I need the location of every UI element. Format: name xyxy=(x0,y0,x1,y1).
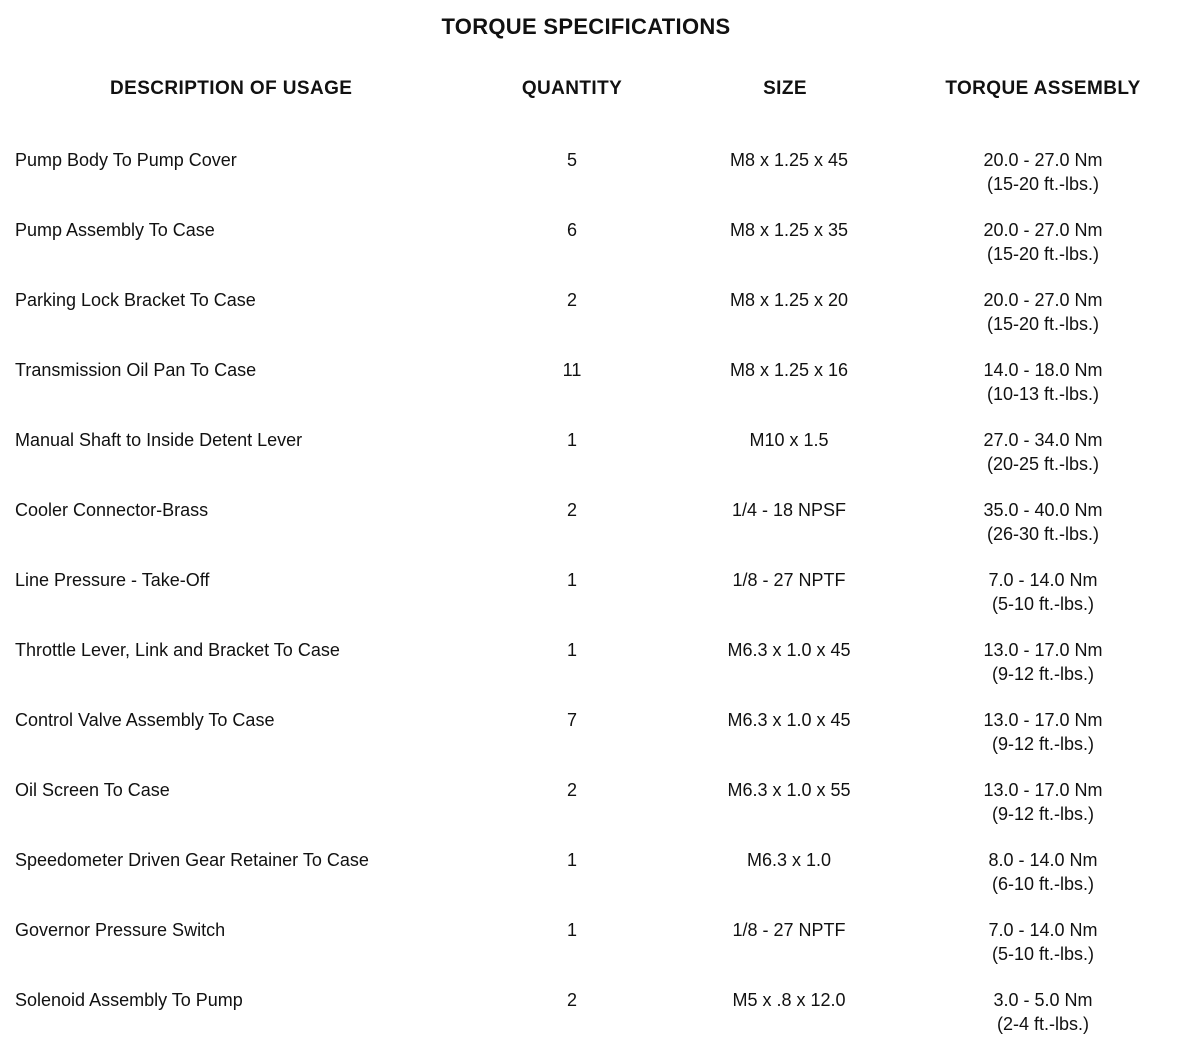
row-description: Pump Body To Pump Cover xyxy=(15,150,237,170)
torque-ft-lbs: (5-10 ft.-lbs.) xyxy=(991,594,1095,614)
torque-ft-lbs: (10-13 ft.-lbs.) xyxy=(986,384,1100,404)
table-row xyxy=(0,638,1184,708)
torque-ft-lbs: (9-12 ft.-lbs.) xyxy=(991,664,1095,684)
row-quantity: 2 xyxy=(566,500,577,520)
torque-ft-lbs: (26-30 ft.-lbs.) xyxy=(986,524,1100,544)
row-description: Solenoid Assembly To Pump xyxy=(15,990,243,1010)
table-row xyxy=(0,988,1184,1058)
row-quantity: 11 xyxy=(562,360,582,380)
header-description: DESCRIPTION OF USAGE xyxy=(110,78,353,99)
row-torque xyxy=(924,778,1162,826)
row-size: M10 x 1.5 xyxy=(749,430,829,450)
table-row xyxy=(0,568,1184,638)
row-description: Control Valve Assembly To Case xyxy=(15,710,275,730)
torque-ft-lbs: (15-20 ft.-lbs.) xyxy=(986,174,1100,194)
row-quantity: 1 xyxy=(566,570,577,590)
row-description: Pump Assembly To Case xyxy=(15,220,215,240)
torque-ft-lbs: (2-4 ft.-lbs.) xyxy=(996,1014,1089,1034)
row-description: Parking Lock Bracket To Case xyxy=(15,290,256,310)
row-quantity: 2 xyxy=(566,990,577,1010)
header-torque-assembly: TORQUE ASSEMBLY xyxy=(945,78,1141,99)
row-torque xyxy=(924,568,1162,616)
row-torque xyxy=(924,708,1162,756)
row-quantity: 1 xyxy=(566,640,577,660)
row-torque xyxy=(924,428,1162,476)
torque-nm: 20.0 - 27.0 Nm xyxy=(983,290,1103,310)
row-size: M6.3 x 1.0 x 45 xyxy=(727,710,851,730)
row-size: M6.3 x 1.0 x 45 xyxy=(727,640,851,660)
row-description: Speedometer Driven Gear Retainer To Case xyxy=(15,850,369,870)
header-size: SIZE xyxy=(763,78,807,99)
torque-table-body xyxy=(0,148,1184,1058)
table-row xyxy=(0,218,1184,288)
table-row xyxy=(0,288,1184,358)
row-size: 1/4 - 18 NPSF xyxy=(731,500,847,520)
table-row xyxy=(0,918,1184,988)
row-description: Manual Shaft to Inside Detent Lever xyxy=(15,430,303,450)
torque-nm: 13.0 - 17.0 Nm xyxy=(983,640,1103,660)
row-description: Throttle Lever, Link and Bracket To Case xyxy=(15,640,340,660)
torque-ft-lbs: (20-25 ft.-lbs.) xyxy=(986,454,1100,474)
row-quantity: 7 xyxy=(566,710,577,730)
table-row xyxy=(0,148,1184,218)
torque-nm: 35.0 - 40.0 Nm xyxy=(983,500,1103,520)
row-size: M8 x 1.25 x 45 xyxy=(729,150,849,170)
row-description: Governor Pressure Switch xyxy=(15,920,226,940)
row-torque xyxy=(924,288,1162,336)
table-row xyxy=(0,848,1184,918)
row-size: M8 x 1.25 x 20 xyxy=(729,290,849,310)
torque-ft-lbs: (5-10 ft.-lbs.) xyxy=(991,944,1095,964)
header-quantity: QUANTITY xyxy=(521,78,623,99)
row-torque xyxy=(924,988,1162,1036)
row-description: Oil Screen To Case xyxy=(15,780,170,800)
table-row xyxy=(0,428,1184,498)
row-torque xyxy=(924,848,1162,896)
row-quantity: 2 xyxy=(566,780,577,800)
row-torque xyxy=(924,498,1162,546)
row-torque xyxy=(924,638,1162,686)
table-row xyxy=(0,498,1184,568)
row-quantity: 1 xyxy=(566,430,577,450)
table-row xyxy=(0,708,1184,778)
torque-nm: 13.0 - 17.0 Nm xyxy=(983,710,1103,730)
table-row xyxy=(0,778,1184,848)
torque-nm: 7.0 - 14.0 Nm xyxy=(988,920,1098,940)
row-size: 1/8 - 27 NPTF xyxy=(732,920,846,940)
row-description: Cooler Connector-Brass xyxy=(15,500,209,520)
table-row xyxy=(0,358,1184,428)
row-quantity: 6 xyxy=(566,220,577,240)
torque-ft-lbs: (9-12 ft.-lbs.) xyxy=(991,804,1095,824)
row-size: 1/8 - 27 NPTF xyxy=(732,570,846,590)
torque-nm: 20.0 - 27.0 Nm xyxy=(983,150,1103,170)
row-torque xyxy=(924,218,1162,266)
row-quantity: 5 xyxy=(566,150,577,170)
row-torque xyxy=(924,918,1162,966)
row-description: Transmission Oil Pan To Case xyxy=(15,360,257,380)
row-torque xyxy=(924,148,1162,196)
torque-ft-lbs: (15-20 ft.-lbs.) xyxy=(986,244,1100,264)
torque-nm: 7.0 - 14.0 Nm xyxy=(988,570,1098,590)
row-size: M8 x 1.25 x 16 xyxy=(729,360,849,380)
page-title: TORQUE SPECIFICATIONS xyxy=(441,14,731,39)
row-quantity: 1 xyxy=(566,850,577,870)
table-header xyxy=(0,78,1184,104)
row-size: M6.3 x 1.0 x 55 xyxy=(727,780,851,800)
torque-nm: 20.0 - 27.0 Nm xyxy=(983,220,1103,240)
row-quantity: 1 xyxy=(566,920,577,940)
torque-ft-lbs: (15-20 ft.-lbs.) xyxy=(986,314,1100,334)
torque-nm: 8.0 - 14.0 Nm xyxy=(988,850,1098,870)
torque-ft-lbs: (9-12 ft.-lbs.) xyxy=(991,734,1095,754)
row-torque xyxy=(924,358,1162,406)
torque-nm: 13.0 - 17.0 Nm xyxy=(983,780,1103,800)
row-description: Line Pressure - Take-Off xyxy=(15,570,210,590)
torque-ft-lbs: (6-10 ft.-lbs.) xyxy=(991,874,1095,894)
row-size: M5 x .8 x 12.0 xyxy=(732,990,846,1010)
torque-nm: 27.0 - 34.0 Nm xyxy=(983,430,1103,450)
torque-nm: 3.0 - 5.0 Nm xyxy=(993,990,1093,1010)
torque-nm: 14.0 - 18.0 Nm xyxy=(983,360,1103,380)
row-size: M6.3 x 1.0 xyxy=(746,850,832,870)
row-size: M8 x 1.25 x 35 xyxy=(729,220,849,240)
row-quantity: 2 xyxy=(566,290,577,310)
